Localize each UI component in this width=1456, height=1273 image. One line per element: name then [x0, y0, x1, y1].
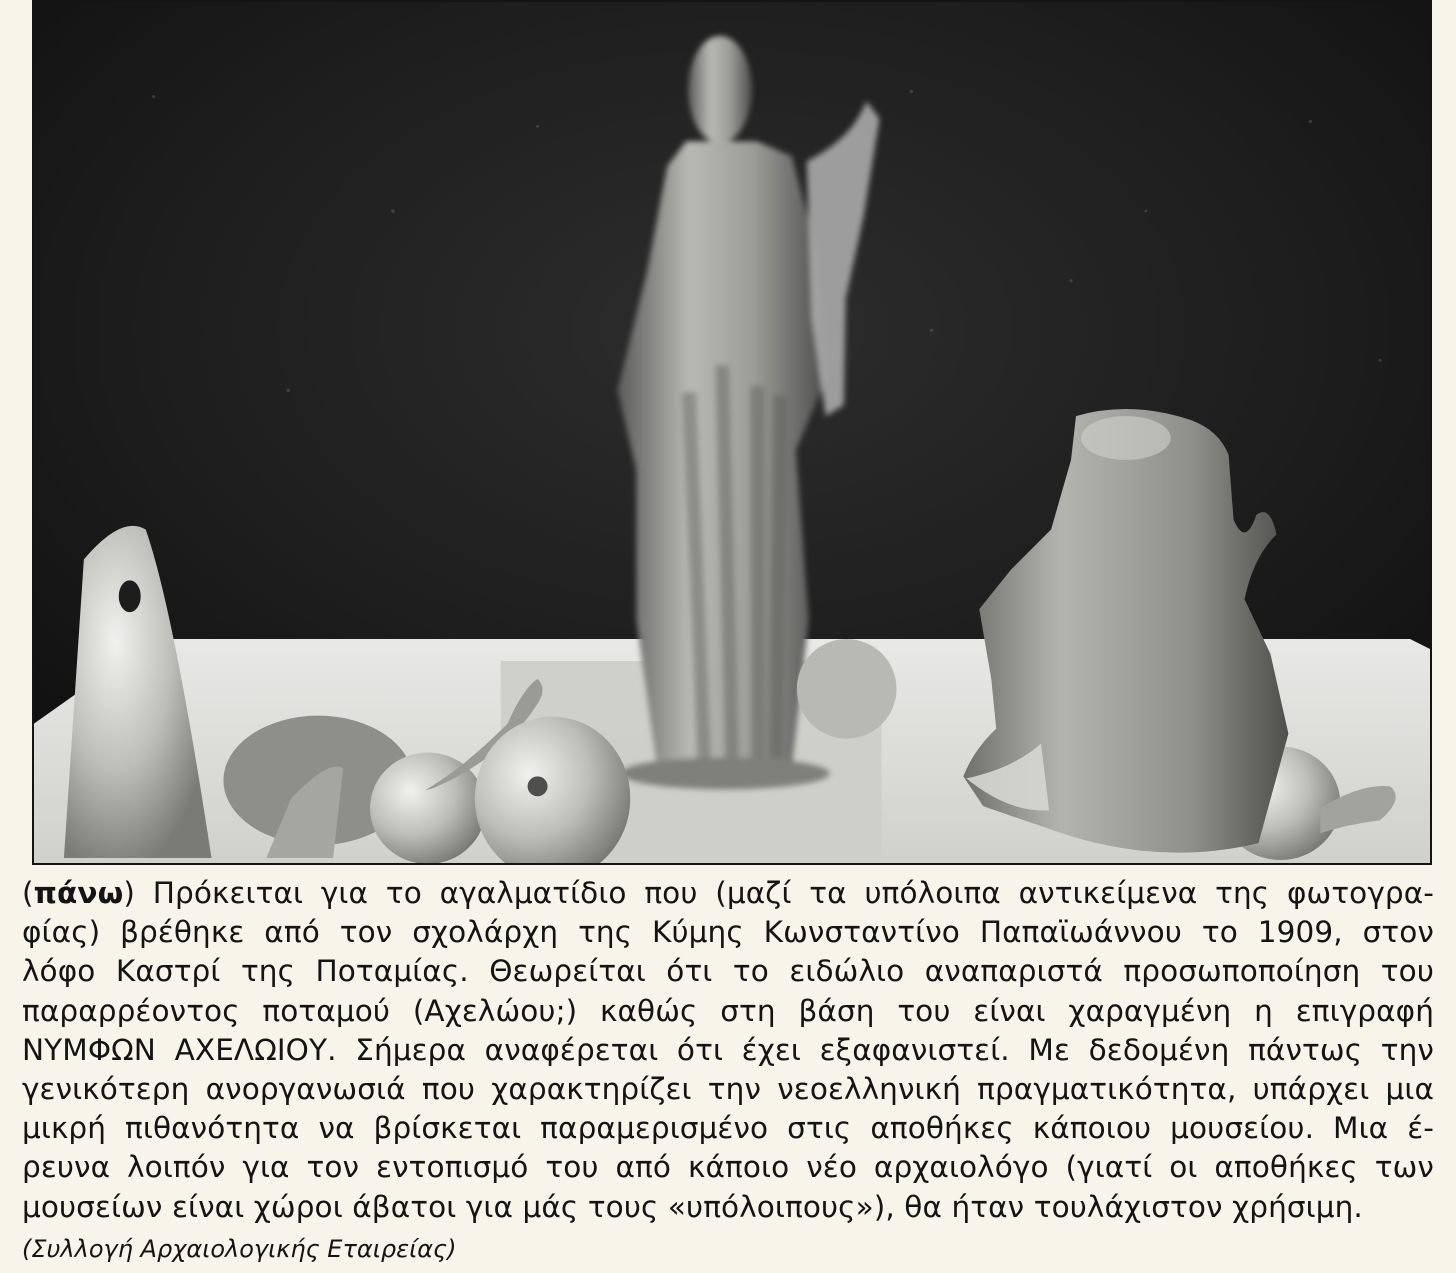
photo-caption: [22, 874, 1434, 1229]
textured-sphere: [797, 639, 897, 739]
caption-open-paren: (: [22, 876, 34, 910]
archaeological-photograph: [32, 0, 1432, 865]
caption-line-8: ρευνα λοιπόν για τον εντοπισμό του από κάποιο νέο αρχαιολόγο (γιατί οι αποθήκες των: [22, 1150, 1434, 1185]
caption-line-1-text: Πρόκειται για το αγαλματίδιο που (μαζί τα υπόλοιπα αντικείμενα της φωτογρα-: [134, 876, 1434, 910]
caption-line-9: μουσείων είναι χώροι άβατοι για μάς τους «υπόλοιπους»), θα ήταν τουλάχιστον χρήσιμη.: [22, 1189, 1363, 1224]
caption-line-1: [22, 874, 1434, 913]
caption-close-paren: ): [123, 876, 135, 910]
caption-position-word: πάνω: [33, 876, 124, 910]
caption-line-3: λόφο Καστρί της Ποταμίας. Θεωρείται ότι το ειδώλιο αναπαριστά προσωποποίηση του: [22, 954, 1434, 989]
caption-line-5: ΝΥΜΦΩΝ ΑΧΕΛΩΙΟΥ. Σήμερα αναφέρεται ότι έχει εξαφανιστεί. Με δεδομένη πάντως την: [22, 1032, 1434, 1067]
vase-rim: [1081, 416, 1171, 460]
caption-line-7: μικρή πιθανότητα να βρίσκεται παραμερισμένο στις αποθήκες κάποιου μουσείου. Μια έ-: [22, 1111, 1434, 1146]
cone-hole: [119, 580, 141, 612]
helmet-detail: [528, 776, 548, 796]
caption-line-4: παραρρέοντος ποταμού (Αχελώου;) καθώς στη βάση του είναι χαραγμένη η επιγραφή: [22, 993, 1434, 1028]
photo-credit: (Συλλογή Αρχαιολογικής Εταιρείας): [22, 1235, 457, 1263]
caption-line-2: φίας) βρέθηκε από τον σχολάρχη της Κύμης Κωνσταντίνο Παπαϊωάννου το 1909, στον: [22, 915, 1434, 950]
caption-line-6: γενικότερη ανοργανωσιά που χαρακτηρίζει την νεοελληνική πραγματικότητα, υπάρχει μια: [22, 1072, 1434, 1107]
